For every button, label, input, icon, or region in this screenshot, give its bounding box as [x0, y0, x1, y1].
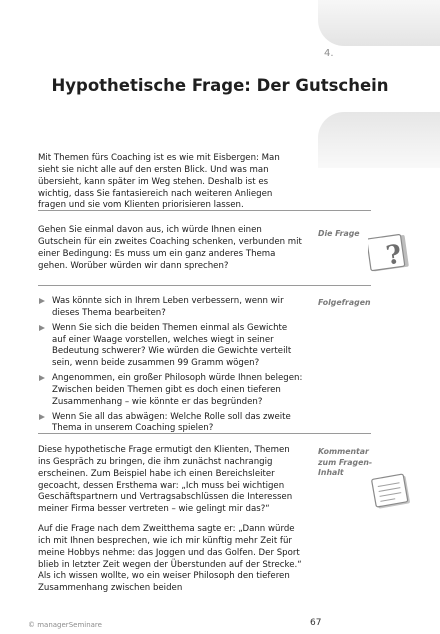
- intro-paragraph: Mit Themen fürs Coaching ist es wie mit Eisbergen: Man sieht sie nicht alle auf den ersten Blick. Und was man übersieht, kann später im Weg stehen. Deshalb ist es wichtig, dass Sie fantasiereich nach weiteren Anliegen fragen und sie vom Klienten priorisieren lassen.: [38, 153, 280, 211]
- section-divider: [38, 433, 371, 434]
- corner-shadow-decoration: [318, 0, 440, 46]
- comment-paragraph: Diese hypothetische Frage ermutigt den Klienten, Themen ins Gespräch zu bringen, die ihm zunächst nachrangig erscheinen. Zum Beispiel habe ich einen Bereichsleiter gecoacht, dessen Ersthema war: „Ich muss bei wichtigen Geschäftspartnern und Vertragsabschlüssen die Interessen meiner Firma besser vertreten – wie gelingt mir das?“: [38, 445, 293, 515]
- section-divider: [38, 210, 371, 211]
- list-item: Wenn Sie sich die beiden Themen einmal als Gewichte auf einer Waage vorstellen, welches wiegt in seiner Bedeutung schwerer? Wie würden die Gewichte verteilt sein, wenn beide zusammen 99 Gramm wögen?: [38, 323, 303, 370]
- list-item: Was könnte sich in Ihrem Leben verbessern, wenn wir dieses Thema bearbeiten?: [38, 296, 303, 320]
- footer-copyright: © managerSeminare: [28, 621, 102, 629]
- comment-paragraph: Auf die Frage nach dem Zweitthema sagte er: „Dann würde ich mit Ihnen besprechen, wie ich mir künftig mehr Zeit für meine Hobbys nehme: das Joggen und das Golfen. Der Sport blieb in letzter Zeit wegen der Überstunden auf der Strecke.“ Als ich wissen wollte, wo ein weiser Philosoph den tieferen Zusammenhang zwischen beiden: [38, 524, 302, 594]
- comment-label: Kommentar zum Fragen-Inhalt: [318, 447, 373, 477]
- margin-shadow-decoration: [318, 112, 440, 168]
- followup-label: Folgefragen: [318, 298, 371, 307]
- list-item: Angenommen, ein großer Philosoph würde Ihnen belegen: Zwischen beiden Themen gibt es doch einen tieferen Zusammenhang – wie könnte er das begründen?: [38, 373, 303, 409]
- followup-list-block: [38, 296, 303, 438]
- page-number: 67: [310, 618, 322, 628]
- chapter-number: 4.: [324, 48, 334, 59]
- section-divider: [38, 285, 371, 286]
- question-label: Die Frage: [318, 229, 360, 238]
- question-card-icon: [368, 234, 412, 274]
- question-text: Gehen Sie einmal davon aus, ich würde Ihnen einen Gutschein für ein zweites Coaching schenken, verbunden mit einer Bedingung: Es muss um ein ganz anderes Thema gehen. Worüber würden wir dann sprechen?: [38, 225, 302, 271]
- list-item: Wenn Sie all das abwägen: Welche Rolle soll das zweite Thema in unserem Coaching spielen?: [38, 412, 303, 436]
- comment-notepad-icon: [370, 470, 416, 514]
- svg-text:?: ?: [384, 239, 404, 272]
- page-title: Hypothetische Frage: Der Gutschein: [51, 76, 389, 95]
- comment-text: [38, 445, 303, 595]
- followup-list: [38, 296, 303, 435]
